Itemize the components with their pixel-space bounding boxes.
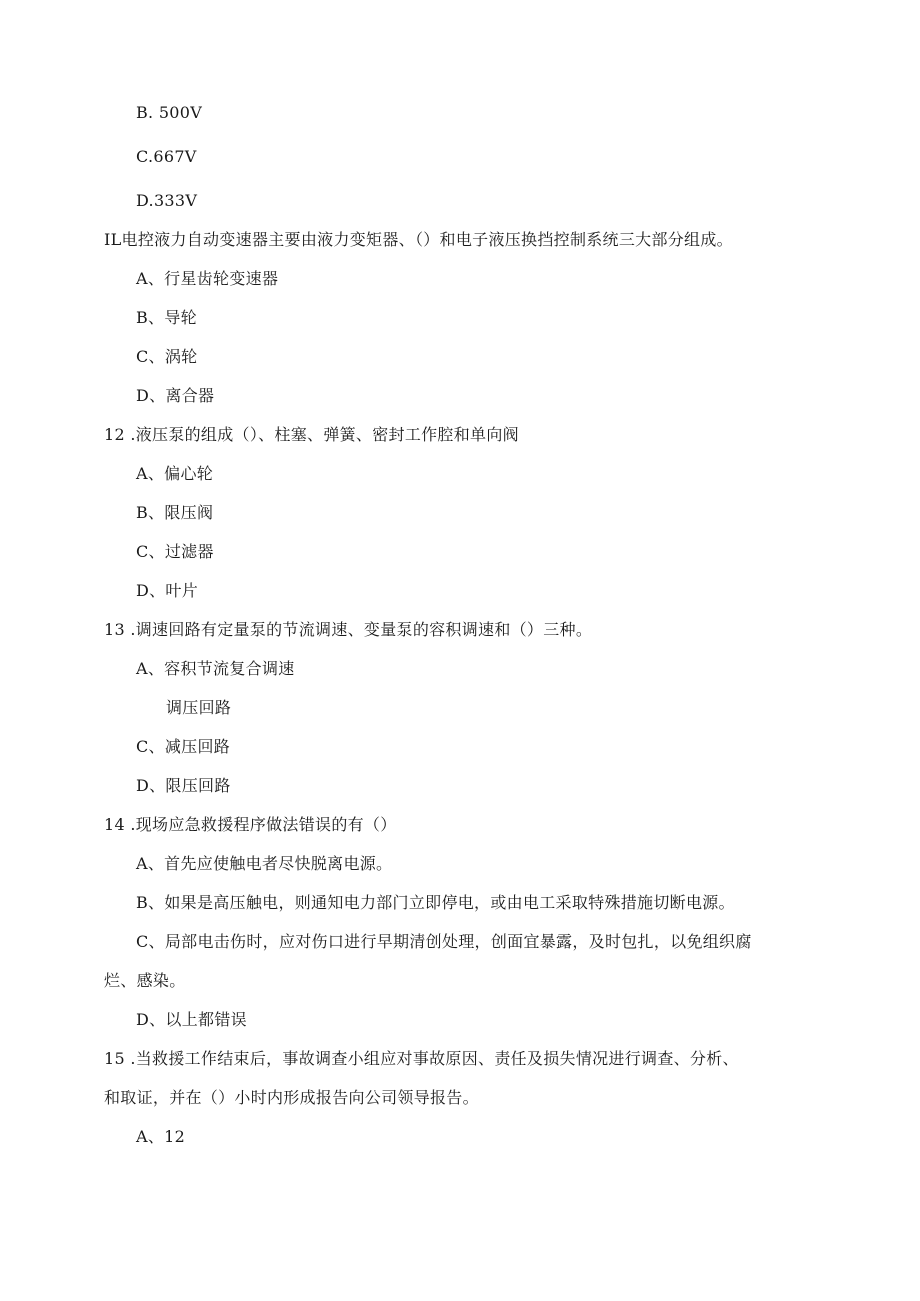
q13-option-c: C、减压回路 (136, 737, 231, 756)
q11-option-d: D、离合器 (136, 386, 215, 405)
q13-option-a: A、容积节流复合调速 (136, 659, 295, 678)
q13-option-b: 调压回路 (166, 698, 232, 717)
q14-option-b: B、如果是高压触电，则通知电力部门立即停电，或由电工采取特殊措施切断电源。 (136, 893, 735, 912)
q14-option-d: D、以上都错误 (136, 1010, 247, 1029)
q15-option-a: A、12 (136, 1127, 186, 1146)
question-14: 14 .现场应急救援程序做法错误的有（） (104, 815, 397, 834)
option-c-667v: C.667V (136, 147, 197, 166)
q12-option-a: A、偏心轮 (136, 464, 214, 483)
option-b-500v: B. 500V (136, 103, 203, 122)
q11-option-c: C、涡轮 (136, 347, 198, 366)
question-13: 13 .调速回路有定量泵的节流调速、变量泵的容积调速和（）三种。 (104, 620, 593, 639)
q14-option-c-continued: 烂、感染。 (104, 971, 186, 990)
question-15-continued: 和取证，并在（）小时内形成报告向公司领导报告。 (104, 1088, 479, 1107)
question-12: 12 .液压泵的组成（）、柱塞、弹簧、密封工作腔和单向阀 (104, 425, 519, 444)
q12-option-d: D、叶片 (136, 581, 199, 600)
option-d-333v: D.333V (136, 191, 198, 210)
question-15: 15 .当救援工作结束后，事故调查小组应对事故原因、责任及损失情况进行调查、分析、 (104, 1049, 739, 1068)
q14-option-a: A、首先应使触电者尽快脱离电源。 (136, 854, 393, 873)
q11-option-a: A、行星齿轮变速器 (136, 269, 279, 288)
q14-option-c: C、局部电击伤时，应对伤口进行早期清创处理，创面宜暴露，及时包扎，以免组织腐 (136, 932, 752, 951)
q11-option-b: B、导轮 (136, 308, 197, 327)
q12-option-b: B、限压阀 (136, 503, 214, 522)
question-11: IL电控液力自动变速器主要由液力变矩器、（）和电子液压换挡控制系统三大部分组成。 (104, 230, 733, 249)
q12-option-c: C、过滤器 (136, 542, 214, 561)
q13-option-d: D、限压回路 (136, 776, 231, 795)
